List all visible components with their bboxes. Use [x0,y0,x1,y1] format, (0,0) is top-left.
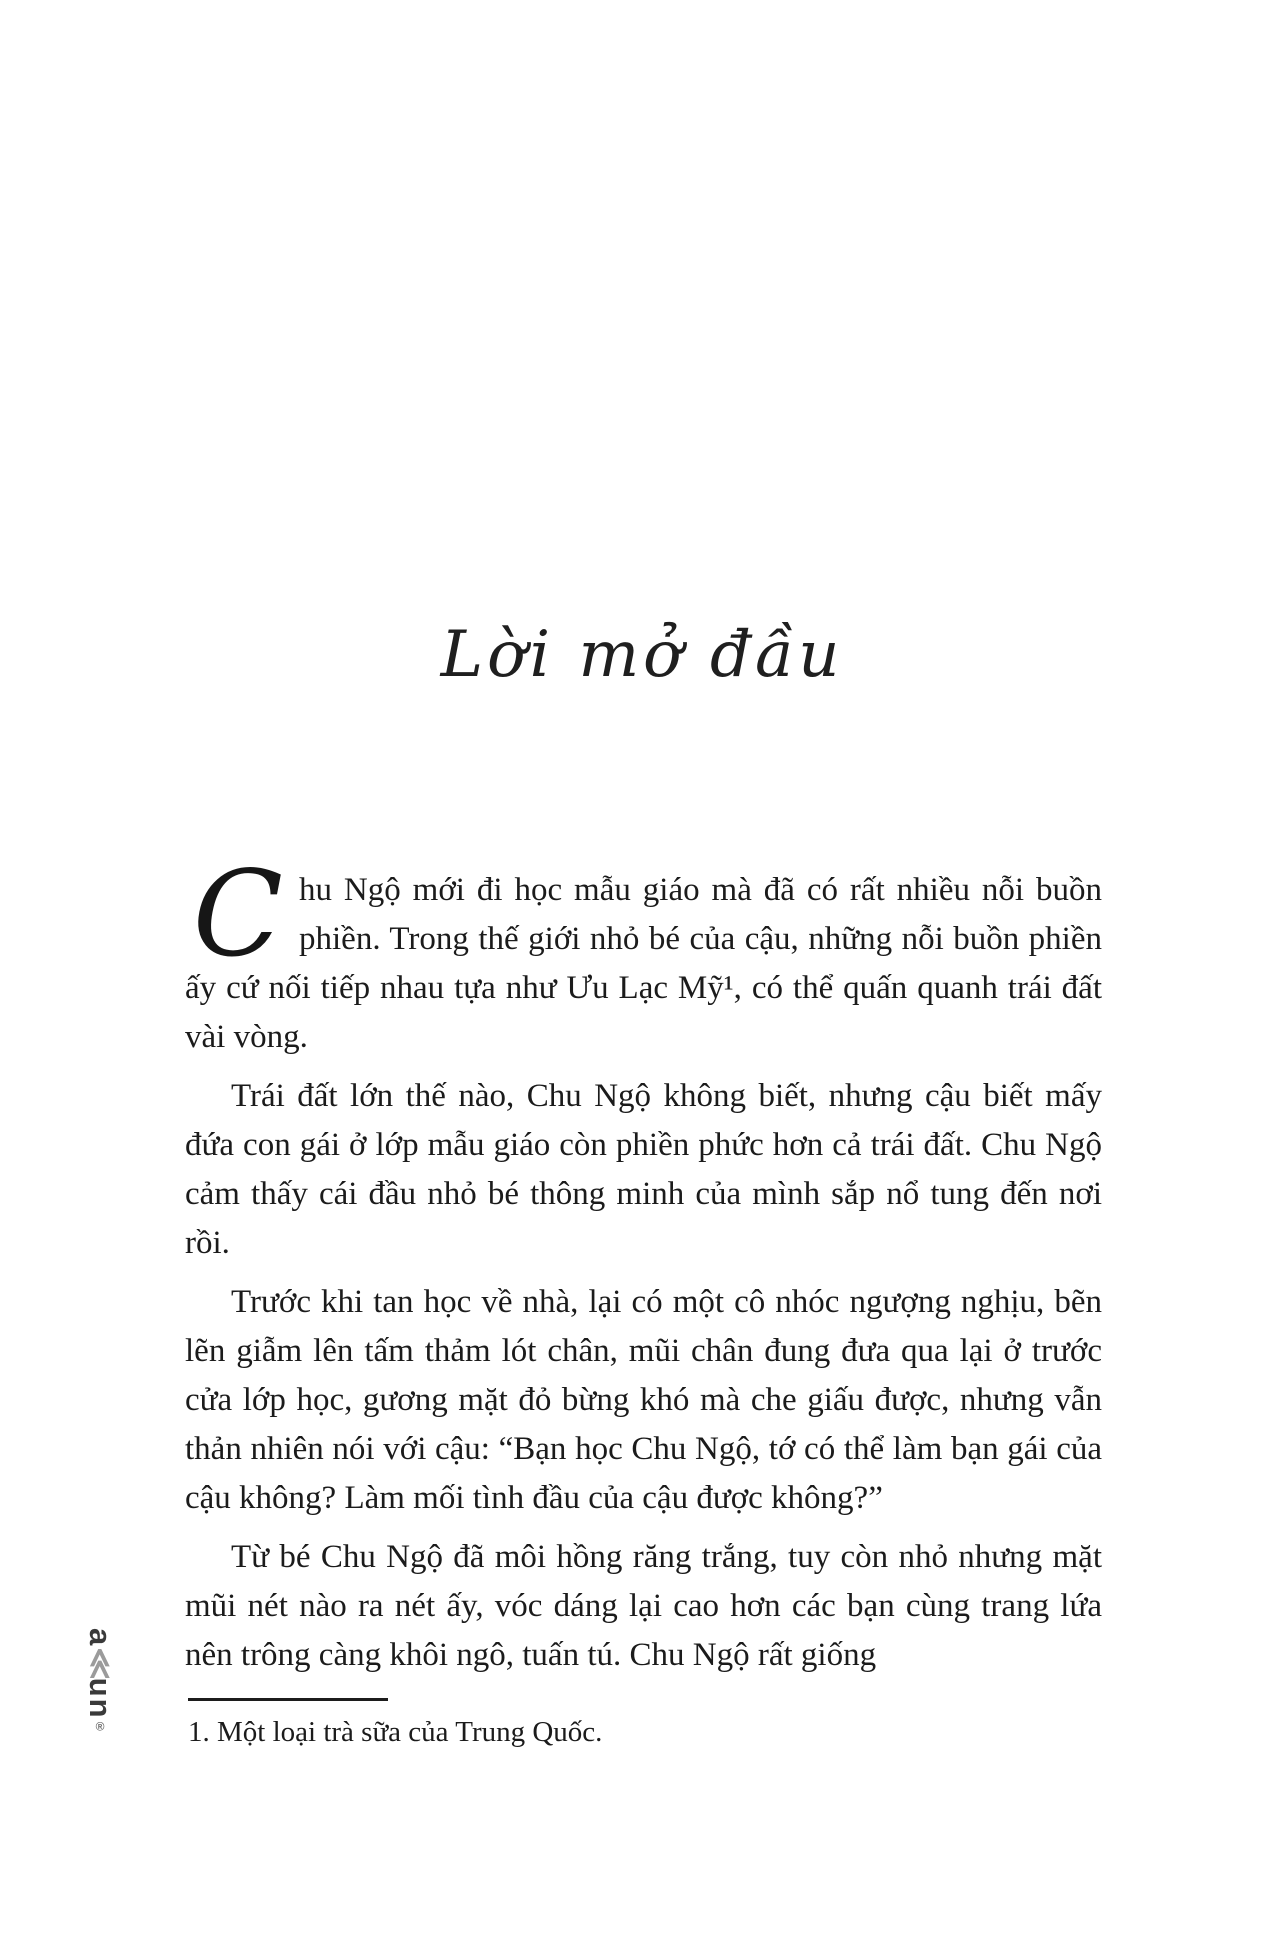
body-text [185,845,1102,1680]
paragraph-text: hu Ngộ mới đi học mẫu giáo mà đã có rất nhiều nỗi buồn phiền. Trong thế giới nhỏ bé của cậu, những nỗi buồn phiền ấy cứ nối tiếp nhau tựa như Ưu Lạc Mỹ¹, có thể quấn quanh trái đất vài vòng. [185,872,1102,1055]
footnote [188,1698,1105,1751]
paragraph-opening [185,845,1102,1062]
paragraph: Trước khi tan học về nhà, lại có một cô nhóc ngượng nghịu, bẽn lẽn giẫm lên tấm thảm lót chân, mũi chân đung đưa qua lại ở trước cửa lớp học, gương mặt đỏ bừng khó mà che giấu được, nhưng vẫn thản nhiên nói với cậu: “Bạn học Chu Ngộ, tớ có thể làm bạn gái của cậu không? Làm mối tình đầu của cậu được không?” [185,1284,1102,1516]
logo-chevron-icon: ≪ [83,1647,118,1678]
footnote-text: 1. Một loại trà sữa của Trung Quốc. [188,1716,603,1748]
registered-trademark-icon: ® [93,1719,107,1734]
paragraph: Từ bé Chu Ngộ đã môi hồng răng trắng, tuy còn nhỏ nhưng mặt mũi nét nào ra nét ấy, vóc dáng lại cao hơn các bạn cùng trang lứa nên trông càng khôi ngô, tuấn tú. Chu Ngộ rất giống [185,1539,1102,1673]
publisher-logo [82,1628,118,1753]
page-title: Lời mở đầu [440,618,844,692]
paragraph: Trái đất lớn thế nào, Chu Ngộ không biết, nhưng cậu biết mấy đứa con gái ở lớp mẫu giáo còn phiền phức hơn cả trái đất. Chu Ngộ cảm thấy cái đầu nhỏ bé thông minh của mình sắp nổ tung đến nơi rồi. [185,1078,1102,1261]
drop-cap: C [192,845,283,983]
footnote-divider [188,1698,388,1701]
logo-letters-un: un [83,1677,118,1720]
logo-letter-a: a [83,1628,118,1648]
publisher-logo-text [82,1628,118,1734]
